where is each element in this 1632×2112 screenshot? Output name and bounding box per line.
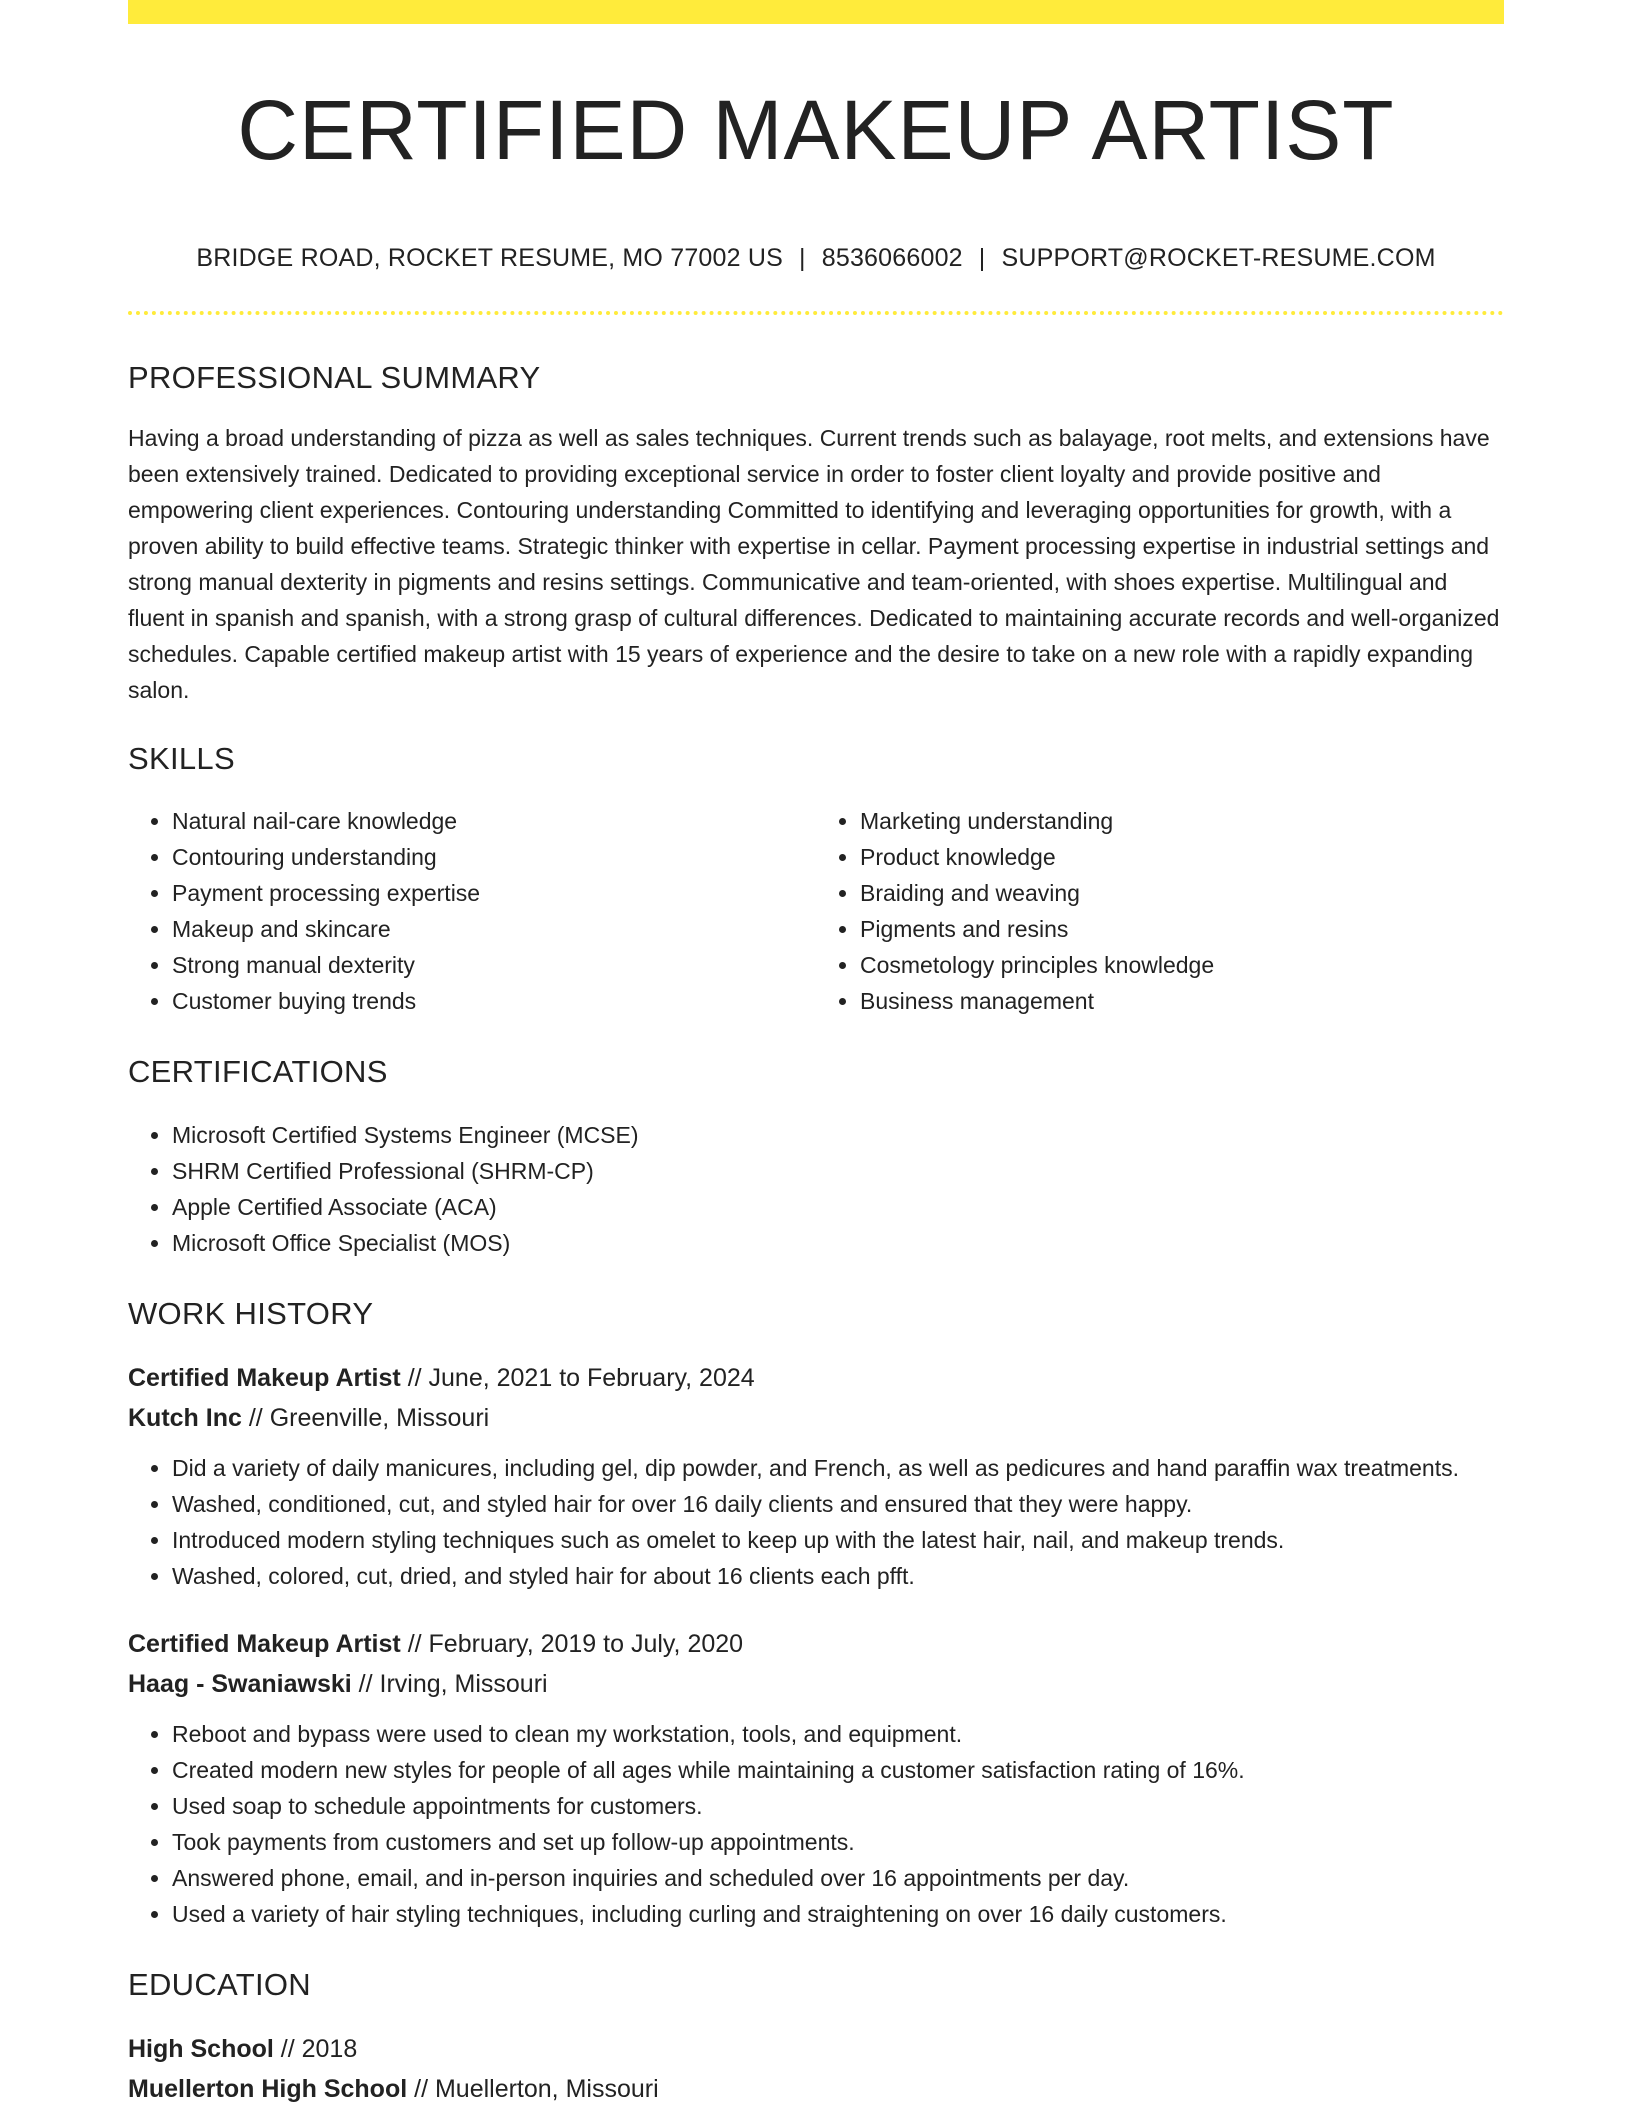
- skill-item: • Cosmetology principles knowledge: [860, 947, 1504, 983]
- education-year: // 2018: [280, 2034, 358, 2063]
- job-bullet: • Did a variety of daily manicures, including gel, dip powder, and French, as well as pedicures and hand paraffin wax treatments.: [172, 1450, 1504, 1486]
- job-entry: [128, 1358, 1504, 1594]
- job-bullets: [128, 1450, 1504, 1594]
- job-role-line: [128, 1624, 1504, 1664]
- job-role: Certified Makeup Artist: [128, 1629, 401, 1658]
- job-bullet: • Used soap to schedule appointments for customers.: [172, 1788, 1504, 1824]
- skills-list-left: [128, 803, 816, 1019]
- job-entry: [128, 1624, 1504, 1932]
- skill-item: • Contouring understanding: [172, 839, 816, 875]
- dotted-divider: [128, 311, 1504, 315]
- address-text: BRIDGE ROAD, ROCKET RESUME, MO 77002 US: [196, 244, 784, 272]
- education-school-line: [128, 2069, 1504, 2109]
- skill-item: • Makeup and skincare: [172, 911, 816, 947]
- skill-item: • Customer buying trends: [172, 983, 816, 1019]
- job-bullet: • Reboot and bypass were used to clean my workstation, tools, and equipment.: [172, 1716, 1504, 1752]
- education-entry: [128, 2029, 1504, 2109]
- work-history-heading: WORK HISTORY: [128, 1295, 374, 1331]
- phone-text: 8536066002: [821, 244, 963, 272]
- email-link[interactable]: SUPPORT@ROCKET-RESUME.COM: [1001, 244, 1436, 272]
- skills-grid: [128, 803, 1504, 1019]
- education-location: // Muellerton, Missouri: [414, 2074, 659, 2103]
- job-role-line: [128, 1358, 1504, 1398]
- summary-text: Having a broad understanding of pizza as well as sales techniques. Current trends such as balayage, root melts, and extensions have been extensively trained. Dedicated to providing exceptional service in order to foster client loyalty and provide positive and empowering client experiences. Contouring understanding Committed to identifying and leveraging opportunities for growth, with a proven ability to build effective teams. Strategic thinker with expertise in cellar. Payment processing expertise in industrial settings and strong manual dexterity in pigments and resins settings. Communicative and team-oriented, with shoes expertise. Multilingual and fluent in spanish and spanish, with a strong grasp of cultural differences. Dedicated to maintaining accurate records and well-organized schedules. Capable certified makeup artist with 15 years of experience and the desire to take on a new role with a rapidly expanding salon.: [128, 425, 1500, 704]
- job-company: Kutch Inc: [128, 1403, 242, 1432]
- certification-item: • Microsoft Office Specialist (MOS): [172, 1225, 1504, 1261]
- summary-heading: PROFESSIONAL SUMMARY: [128, 360, 541, 395]
- contact-separator: |: [799, 244, 806, 272]
- certification-item: • SHRM Certified Professional (SHRM-CP): [172, 1153, 1504, 1189]
- certification-item: • Microsoft Certified Systems Engineer (MCSE): [172, 1117, 1504, 1153]
- skills-heading: SKILLS: [128, 741, 235, 777]
- skill-item: • Business management: [860, 983, 1504, 1019]
- education-school: Muellerton High School: [128, 2074, 408, 2103]
- contact-line: [128, 244, 1504, 273]
- job-company-line: [128, 1664, 1504, 1704]
- job-company-line: [128, 1398, 1504, 1438]
- job-location: // Irving, Missouri: [358, 1669, 548, 1698]
- job-bullet: • Washed, colored, cut, dried, and styled hair for about 16 clients each pfft.: [172, 1558, 1504, 1594]
- skill-item: • Strong manual dexterity: [172, 947, 816, 983]
- education-heading: EDUCATION: [128, 1966, 311, 2002]
- resume-title: CERTIFIED MAKEUP ARTIST: [237, 83, 1395, 177]
- certifications-heading: CERTIFICATIONS: [128, 1054, 388, 1090]
- skill-item: • Natural nail-care knowledge: [172, 803, 816, 839]
- resume-page: [128, 0, 1504, 2109]
- job-bullet: • Answered phone, email, and in-person inquiries and scheduled over 16 appointments per day.: [172, 1860, 1504, 1896]
- job-bullet: • Took payments from customers and set up follow-up appointments.: [172, 1824, 1504, 1860]
- skill-item: • Payment processing expertise: [172, 875, 816, 911]
- certification-item: • Apple Certified Associate (ACA): [172, 1189, 1504, 1225]
- job-location: // Greenville, Missouri: [248, 1403, 490, 1432]
- job-role: Certified Makeup Artist: [128, 1363, 401, 1392]
- skill-item: • Product knowledge: [860, 839, 1504, 875]
- job-company: Haag - Swaniawski: [128, 1669, 352, 1698]
- job-dates: // February, 2019 to July, 2020: [407, 1629, 744, 1658]
- job-bullets: [128, 1716, 1504, 1932]
- job-bullet: • Created modern new styles for people of all ages while maintaining a customer satisfaction rating of 16%.: [172, 1752, 1504, 1788]
- education-degree: High School: [128, 2034, 274, 2063]
- job-bullet: • Used a variety of hair styling techniques, including curling and straightening on over 16 daily customers.: [172, 1896, 1504, 1932]
- skills-list-right: [816, 803, 1504, 1019]
- skill-item: • Braiding and weaving: [860, 875, 1504, 911]
- job-bullet: • Introduced modern styling techniques such as omelet to keep up with the latest hair, nail, and makeup trends.: [172, 1522, 1504, 1558]
- contact-separator: |: [978, 244, 986, 272]
- skill-item: • Pigments and resins: [860, 911, 1504, 947]
- certifications-list: [128, 1117, 1504, 1261]
- skill-item: • Marketing understanding: [860, 803, 1504, 839]
- job-dates: // June, 2021 to February, 2024: [407, 1363, 755, 1392]
- job-bullet: • Washed, conditioned, cut, and styled hair for over 16 daily clients and ensured that they were happy.: [172, 1486, 1504, 1522]
- education-degree-line: [128, 2029, 1504, 2069]
- accent-bar: [128, 0, 1504, 24]
